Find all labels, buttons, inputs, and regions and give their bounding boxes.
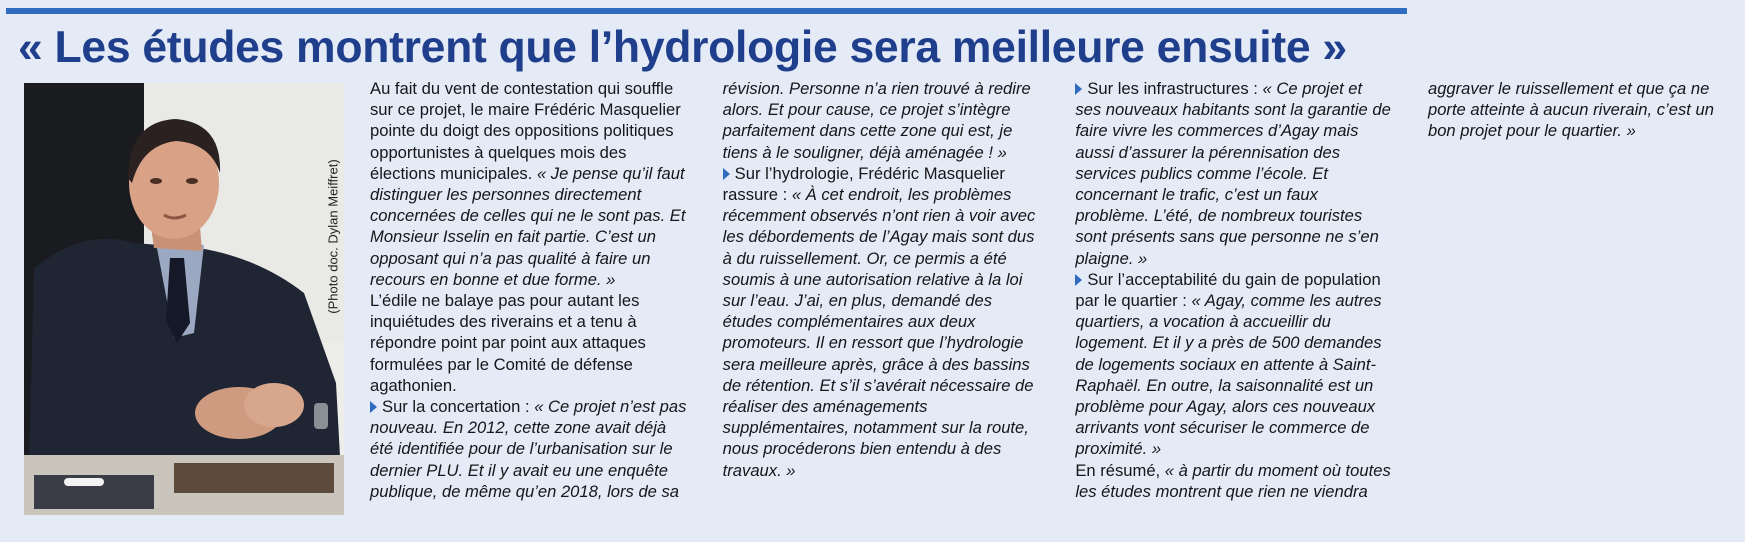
article-paragraph xyxy=(370,78,687,290)
photo-credit xyxy=(320,91,346,381)
article-paragraph xyxy=(1075,269,1392,460)
article-photo xyxy=(24,83,344,515)
article-paragraph xyxy=(370,290,687,396)
paragraph-text: Au fait du vent de contestation qui souffle sur ce projet, le maire Frédéric Masquelier pointe du doigt des oppositions politiques opportunistes à quelques mois des élections municipales. xyxy=(370,79,681,183)
paragraph-quote: « à partir du moment où toutes les études montrent que rien ne viendra aggraver le ruissellement et que ça ne porte atteinte à aucun riverain, c’est un bon projet pour le quartier. » xyxy=(1075,79,1714,501)
photo-credit-text: (Photo doc. Dylan Meiffret) xyxy=(325,158,341,314)
paragraph-lead: Sur l’acceptabilité du gain de population par le quartier : xyxy=(1075,269,1381,311)
bullet-icon xyxy=(1075,83,1082,95)
article-paragraph xyxy=(1075,78,1392,269)
paragraph-text: L’édile ne balaye pas pour autant les inquiétudes des riverains et a tenu à répondre point par point aux attaques formulées par le Comité de défense agathonien. xyxy=(370,291,646,395)
paragraph-quote: « À cet endroit, les problèmes récemment observés n’ont rien à voir avec les débordements de l’Agay mais sont dus à du ruissellement. Or, ce permis a été soumis à une autorisation relative à la loi sur l’eau. J’ai, en plus, demandé des études complémentaires aux deux promoteurs. Il en ressort que l’hydrologie sera meilleure après, grâce à des bassins de rétention. Et s’il s’avérait nécessaire de réaliser des aménagements supplémentaires, notamment sur la route, nous procéderons bien entendu à des travaux. » xyxy=(722,185,1036,480)
paragraph-lead: Sur l’hydrologie, Frédéric Masquelier rassure : xyxy=(722,163,1005,205)
paragraph-text: En résumé, xyxy=(1075,460,1165,480)
bullet-icon xyxy=(370,401,377,413)
paragraph-lead: Sur les infrastructures : xyxy=(1087,79,1263,98)
bullet-icon xyxy=(1075,274,1082,286)
headline: « Les études montrent que l’hydrologie sera meilleure ensuite » xyxy=(18,23,1347,72)
article-paragraph xyxy=(723,163,1040,481)
paragraph-lead: Sur la concertation : xyxy=(382,397,535,417)
bullet-icon xyxy=(723,168,730,180)
top-rule xyxy=(6,8,1407,14)
article-body xyxy=(370,78,1714,522)
paragraph-quote: « Ce projet n’est pas nouveau. En 2012, cette zone avait déjà été identifiée pour de l’urbanisation sur le dernier PLU. Et il y avait eu une enquête publique, de même qu’en 2018, lors de sa révision. Personne n’a rien trouvé à redire alors. Et pour cause, ce projet s’intègre parfaitement dans cette zone qui est, je tiens à le souligner, déjà aménagée ! » xyxy=(370,79,1031,501)
paragraph-quote: « Agay, comme les autres quartiers, a vocation à accueillir du logement. Et il y a près de 500 demandes de logements sociaux en attente à Saint-Raphaël. En outre, la saisonnalité est un problème pour Agay, alors ces nouveaux arrivants vont sécuriser le commerce de proximité. » xyxy=(1075,291,1382,459)
paragraph-quote: « Ce projet et ses nouveaux habitants sont la garantie de faire vivre les commerces d’Agay mais aussi d’assurer la pérennisation des services publics comme l’école. Et concernant le trafic, c’est un faux problème. L’été, de nombreux touristes sont présents sans que personne ne s’en plaigne. » xyxy=(1075,79,1391,268)
paragraph-quote: « Je pense qu’il faut distinguer les personnes directement concernées de celles qui ne le sont pas. Et Monsieur Isselin en fait partie. C’est un opposant qui n’a pas qualité à faire un recours en bonne et due forme. » xyxy=(370,163,686,289)
mayor-portrait-photo xyxy=(24,83,344,515)
